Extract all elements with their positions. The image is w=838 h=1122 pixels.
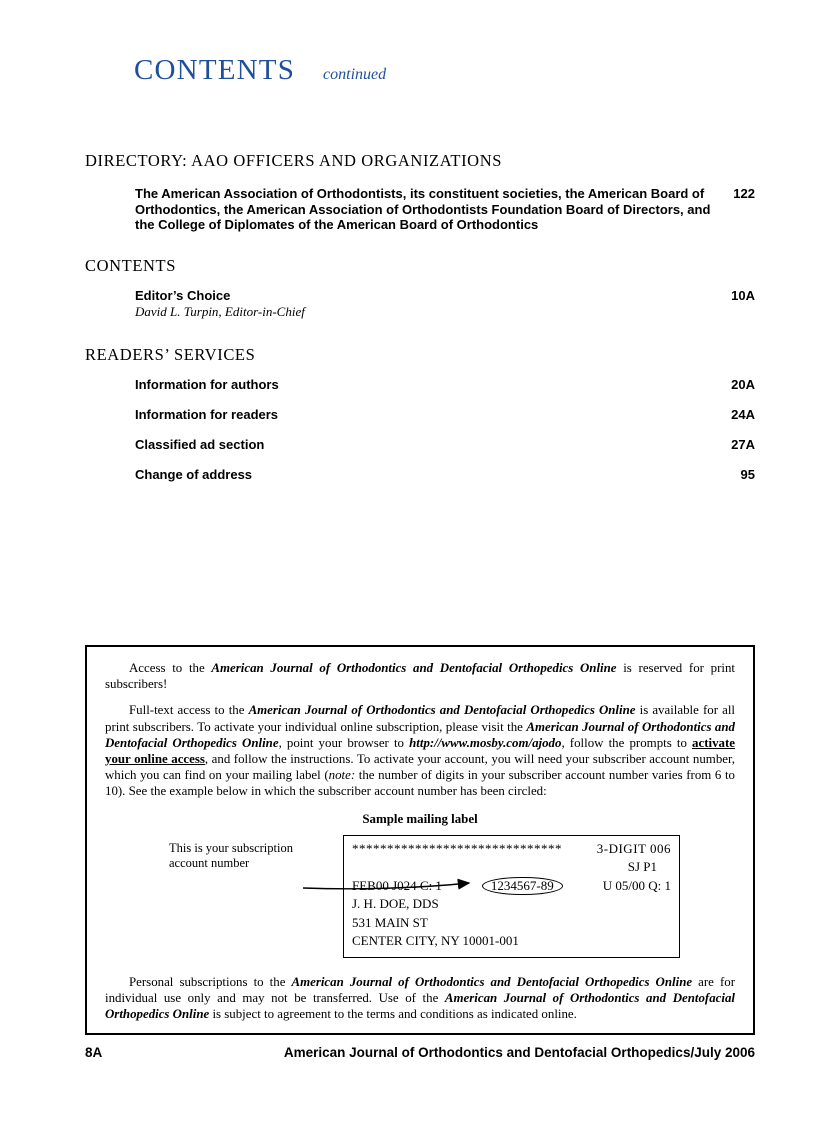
contents-section-heading: CONTENTS <box>85 256 176 275</box>
mailing-label-city: CENTER CITY, NY 10001-001 <box>352 933 519 949</box>
editors-choice-title: Editor’s Choice <box>135 288 231 303</box>
mailing-label-street: 531 MAIN ST <box>352 914 428 930</box>
mailing-label <box>343 835 680 958</box>
toc-item-label: Change of address <box>135 467 253 482</box>
editors-choice-byline: David L. Turpin, Editor-in-Chief <box>135 304 305 319</box>
directory-page-number: 122 <box>733 186 755 201</box>
toc-item-page-number: 20A <box>731 377 755 392</box>
toc-row-information-for-authors <box>135 377 755 392</box>
toc-item-label: Classified ad section <box>135 437 265 452</box>
directory-entry-text: The American Association of Orthodontists, its constituent societies, the American Board of Orthodontics, the American Association of Orthodontists Foundation Board of Directors, and the College of Diplomates of the American Board of Orthodontics <box>135 186 711 232</box>
directory-entry-row <box>135 186 755 233</box>
sample-label-area <box>105 835 735 963</box>
page-footer <box>85 1045 755 1060</box>
label-digit-code: 3-DIGIT 006 <box>596 840 671 856</box>
access-intro-paragraph: Access to the American Journal of Orthodontics and Dentofacial Orthopedics Online is reserved for print subscribers! <box>105 661 735 692</box>
label-expiry-code: U 05/00 Q: 1 <box>602 877 671 893</box>
masthead <box>134 54 386 87</box>
toc-row-change-of-address <box>135 467 755 482</box>
personal-subscription-paragraph: Personal subscriptions to the American Journal of Orthodontics and Dentofacial Orthopedics Online are for individual use only and may not be transferred. Use of the American Journal of Orthodontics and Dentofacial Orthopedics Online is subject to agreement to the terms and conditions as indicated online. <box>105 974 736 1022</box>
mailing-label-line3 <box>352 877 671 896</box>
journal-footer-title: American Journal of Orthodontics and Dentofacial Orthopedics/July 2006 <box>283 1045 755 1060</box>
toc-item-page-number: 27A <box>731 437 755 452</box>
toc-item-label: Information for readers <box>135 407 279 422</box>
editors-choice-row <box>135 288 755 303</box>
subscriber-account-number: 1234567-89 <box>482 877 563 896</box>
readers-services-heading: READERS’ SERVICES <box>85 345 256 364</box>
toc-item-page-number: 95 <box>740 467 755 482</box>
label-issue-code: FEB00 J024 C: 1 <box>352 877 442 893</box>
mailing-label-name: J. H. DOE, DDS <box>352 896 439 912</box>
folio-page-number: 8A <box>85 1045 103 1060</box>
sample-label-title: Sample mailing label <box>362 811 478 826</box>
toc-item-label: Information for authors <box>135 377 279 392</box>
toc-row-information-for-readers <box>135 407 755 422</box>
directory-section-heading: DIRECTORY: AAO OFFICERS AND ORGANIZATIONS <box>85 151 502 170</box>
toc-row-classified-ad-section <box>135 437 755 452</box>
activation-instructions-paragraph: Full-text access to the American Journal of Orthodontics and Dentofacial Orthopedics Online is available for all print subscribers. To activate your individual online subscription, please visit the American Journal of Orthodontics and Dentofacial Orthopedics Online, point your browser to http://www.mosby.com/ajodo, follow the prompts to activate your online access, and follow the instructions. To activate your account, you will need your subscriber account number, which you can find on your mailing label (note: the number of digits in your subscriber account number varies from 6 to 10). See the example below in which the subscriber account number has been circled: <box>105 703 736 799</box>
subscription-number-annotation: This is your subscription account number <box>169 840 293 871</box>
mailing-label-line1 <box>352 840 671 859</box>
continued-label: continued <box>323 66 387 83</box>
editors-choice-page-number: 10A <box>731 288 755 303</box>
toc-item-page-number: 24A <box>731 407 755 422</box>
page-title: CONTENTS <box>134 54 296 86</box>
online-access-notice-box <box>85 645 755 1035</box>
label-stars: ****************************** <box>352 840 562 856</box>
mailing-label-line2: SJ P1 <box>627 859 657 875</box>
